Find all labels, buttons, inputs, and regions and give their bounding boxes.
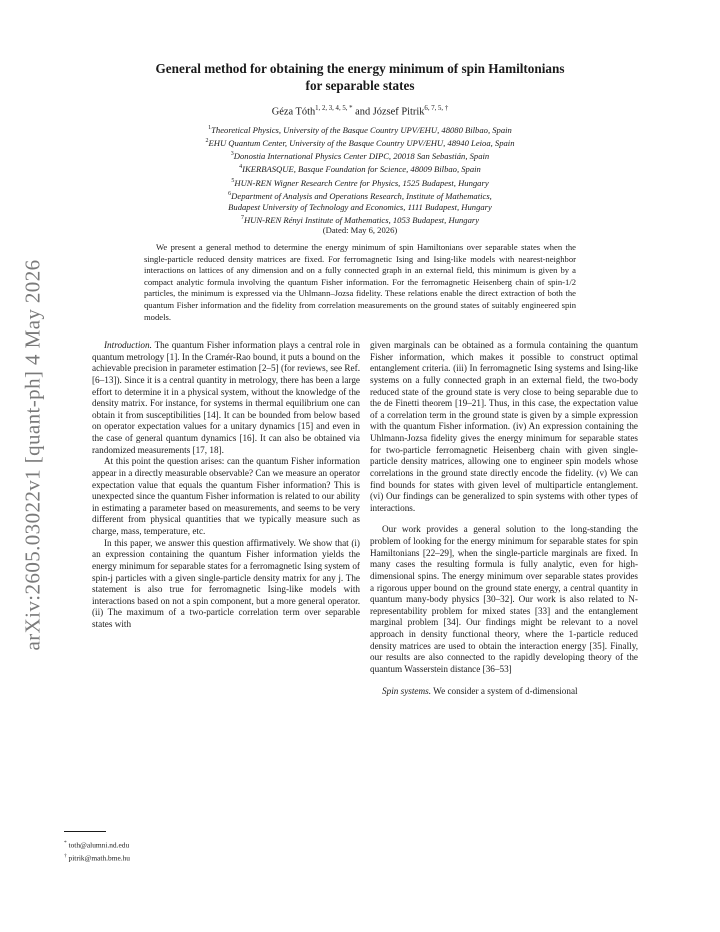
- affiliation-line: [100, 176, 620, 189]
- affiliation-text: Budapest University of Technology and Economics, 1111 Budapest, Hungary: [228, 201, 492, 212]
- affiliation-mark: 7: [240, 215, 244, 222]
- footnote-mark: †: [64, 852, 67, 859]
- paragraph: Our work provides a general solution to the long-standing the problem of looking for the energy minimum for separable states for spin Hamiltonians [22–29], when the single-particle marginals are fixed. In many cases the resulting formula is fully analytic, even for high-dimensional spins. The energy minimum over separable states provides a rigorous upper bound on the ground state energy, a central quantity in quantum many-body physics [30–32]. Our work is also related to N-representability problem for mixed states [33] and the entanglement marginal problem [34]. Our findings might be relevant to a novel approach in density functional theory, where the 1-particle reduced density matrices are used to obtain the interaction energy [35]. Finally, our results are also connected to the rapidly developing theory of the quantum Wasserstein distance [36–53]: [370, 524, 638, 674]
- title-line-2: for separable states: [305, 78, 415, 93]
- arxiv-sidebar: [0, 0, 62, 932]
- arxiv-identifier: arXiv:2605.03022v1 [quant-ph] 4 May 2026: [20, 259, 45, 651]
- footnote-email-1: [64, 838, 264, 851]
- author-conjunction: and: [352, 106, 373, 118]
- paragraph: At this point the question arises: can the quantum Fisher information appear in a directly measurable observable? Can we measure an operator expectation value that equals the quantum Fisher information? This is unexpected since the quantum Fisher information is related to our ability in estimating a parameter based on measurements, and seems to be very different from physical quantities that we typically measure such as charge, mass, temperature, etc.: [92, 456, 360, 536]
- affiliation-text: HUN-REN Wigner Research Centre for Physics, 1525 Budapest, Hungary: [234, 177, 489, 188]
- author-list: [100, 105, 620, 117]
- author-1-affiliation-marks: 1, 2, 3, 4, 5, *: [315, 105, 353, 112]
- affiliation-text: EHU Quantum Center, University of the Basque Country UPV/EHU, 48940 Leioa, Spain: [208, 138, 515, 149]
- affiliation-text: IKERBASQUE, Basque Foundation for Science, 48009 Bilbao, Spain: [242, 164, 481, 175]
- abstract: We present a general method to determine the energy minimum of spin Hamiltonians over separable states when the single-particle reduced density matrices are fixed. For ferromagnetic Ising and Ising-like models with nearest-neighbor interactions on lattices of any dimension and on a fully connected graph in an external field, this minimum is given by a compact analytic formula involving the quantum Fisher information. For the ferromagnetic Heisenberg chain of spin-1/2 particles, the minimum is expressed via the Uhlmann–Jozsa fidelity. These relations enable the direct extraction of both the quantum Fisher information and the fidelity from correlation measurements on the ground states of suitably engineered spin models.: [144, 242, 576, 322]
- affiliation-text: Donostia International Physics Center DIPC, 20018 San Sebastián, Spain: [233, 151, 490, 162]
- author-2-affiliation-marks: 6, 7, 5, †: [424, 105, 449, 112]
- affiliation-mark: 1: [208, 125, 212, 131]
- paragraph-introduction: [92, 340, 360, 456]
- paragraph-text: The quantum Fisher information plays a central role in quantum metrology [1]. In the Cramér-Rao bound, it puts a bound on the achievable precision in parameter estimation [2–5] (for reviews, see Ref. [6–13]). Since it is a central quantity in metrology, there has been a large effort to determine it in a physical system, without the knowledge of the density matrix. For instance, for systems in thermal equilibrium one can obtain it from susceptibilities [14]. It can be bounded from below based on operator expectation values for a unitary dynamics [15] and even in the case of general quantum dynamics [16]. It can also be obtained via randomized measurements [17, 18].: [92, 340, 360, 455]
- paper-title: [100, 60, 620, 94]
- affiliation-line: [100, 123, 620, 136]
- affiliation-list: [100, 123, 620, 226]
- section-heading-introduction: Introduction.: [104, 340, 152, 350]
- footnote-email-2: [64, 851, 264, 864]
- author-2-name: József Pitrik: [372, 106, 425, 118]
- affiliation-text: Theoretical Physics, University of the Basque Country UPV/EHU, 48080 Bilbao, Spain: [211, 124, 512, 135]
- affiliation-mark: 6: [228, 190, 232, 197]
- footnotes: [64, 838, 264, 864]
- affiliation-line: [100, 149, 620, 162]
- dated-line: (Dated: May 6, 2026): [322, 225, 398, 235]
- affiliation-mark: 4: [239, 164, 243, 171]
- affiliation-text: HUN-REN Rényi Institute of Mathematics, 1053 Budapest, Hungary: [243, 215, 480, 226]
- paragraph: In this paper, we answer this question affirmatively. We show that (i) an expression containing the quantum Fisher information yields the energy minimum for separable states for a ferromagnetic Ising system of spin-j particles with a given single-particle density matrix for any j. The statement is also true for ferromagnetic Ising-like models with interactions based on not a spin component, but a more general operator. (ii) The maximum of a two-particle correlation term over separable states with: [92, 537, 360, 629]
- affiliation-mark: 2: [205, 138, 209, 145]
- paragraph-continued: given marginals can be obtained as a formula containing the quantum Fisher information, which makes it possible to construct optimal entanglement criteria. (iii) In ferromagnetic Ising systems and Ising-like systems on a fully connected graph in an external field, the two-body reduced state of the ground state is very close to being separable due to the de Finetti theorem [19–21]. Thus, in this case, the expectation value of a correlation term in the ground state is given by a simple expression with the quantum Fisher information. (iv) An expression containing the Uhlmann-Jozsa fidelity gives the energy minimum for separable states for two-particle ferromagnetic Heisenberg chain with given single-particle density matrices, allowing one to engineer spin models whose correlations in the ground state directly encode the fidelity. (v) We can find bounds for states with given level of multiparticle entanglement. (vi) Our findings can be generalized to spin systems with other types of interactions.: [370, 340, 638, 513]
- affiliation-mark: 5: [231, 177, 235, 184]
- affiliation-text: Department of Analysis and Operations Research, Institute of Mathematics,: [231, 190, 492, 201]
- footnote-mark: *: [64, 840, 67, 846]
- footnote-text: toth@alumni.nd.edu: [66, 840, 130, 850]
- affiliation-line: [100, 202, 620, 213]
- footnote-text: pitrik@math.bme.hu: [66, 853, 130, 863]
- affiliation-mark: 3: [230, 151, 234, 158]
- affiliation-line: [100, 189, 620, 202]
- affiliation-line: [100, 162, 620, 175]
- title-line-1: General method for obtaining the energy minimum of spin Hamiltonians: [155, 61, 565, 76]
- body-column-left: [92, 340, 360, 631]
- affiliation-line: [100, 136, 620, 149]
- author-1-name: Géza Tóth: [271, 106, 316, 118]
- footnote-rule: [64, 831, 106, 832]
- paragraph-text: We consider a system of d-dimensional: [431, 685, 578, 696]
- body-column-right: [370, 340, 638, 697]
- section-heading-spin-systems: Spin systems.: [382, 685, 431, 696]
- paragraph-spin-systems: [370, 686, 638, 698]
